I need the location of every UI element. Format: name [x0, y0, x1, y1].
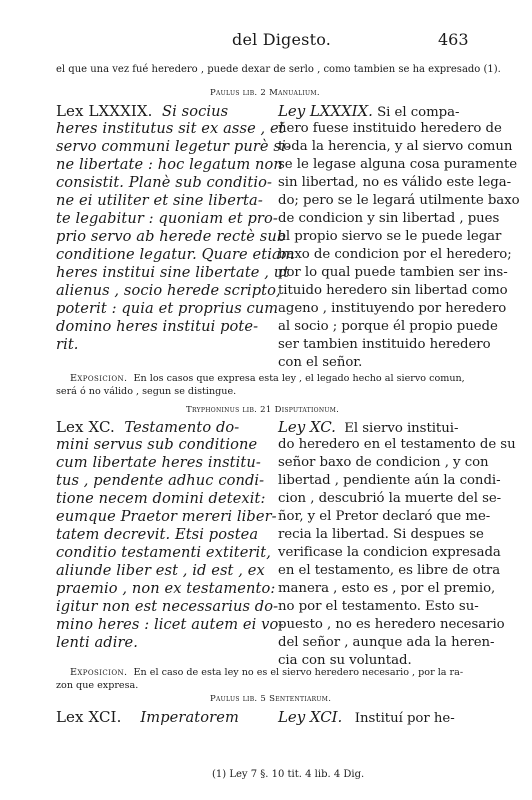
spanish-line: libertad , pendiente aún la condi- — [278, 473, 501, 488]
latin-line: heres institui sine libertate , ut — [56, 264, 290, 281]
latin-line: servo communi legetur purè si- — [56, 138, 291, 155]
exposition-line: En los casos que expresa esta ley , el legado hecho al siervo comun, — [133, 373, 465, 384]
latin-column — [56, 418, 284, 652]
latin-line: igitur non est necessarius do- — [56, 598, 279, 615]
spanish-column — [278, 418, 516, 670]
latin-line: tatem decrevit. Etsi postea — [56, 526, 259, 543]
spanish-line: do heredero en el testamento de su — [278, 437, 516, 452]
source-citation: Tryphoninus lib. 21 Disputationum. — [186, 405, 340, 415]
latin-line: conditione legatur. Quare etiam — [56, 246, 295, 263]
spanish-column — [278, 708, 474, 726]
spanish-line: recia la libertad. Si despues se — [278, 527, 484, 542]
latin-line: conditio testamenti extiterit, — [56, 544, 271, 561]
latin-line: praemio , non ex testamento: — [56, 580, 276, 597]
spanish-line: manera , esto es , por el premio, — [278, 581, 496, 596]
latin-line: ne ei utiliter et sine liberta- — [56, 192, 263, 209]
spanish-line: con el señor. — [278, 355, 363, 370]
law-label-spanish: Ley XC. — [278, 418, 336, 436]
spanish-line: Instituí por he- — [354, 711, 455, 726]
spanish-line: sin libertad, no es válido este lega- — [278, 175, 512, 190]
spanish-line: verificase la condicion expresada — [278, 545, 501, 560]
law-label-spanish: Ley XCI. — [278, 708, 343, 726]
latin-line: te legabitur : quoniam et pro- — [56, 210, 278, 227]
spanish-line: en el testamento, es libre de otra — [278, 563, 501, 578]
latin-line: cum libertate heres institu- — [56, 454, 261, 471]
spanish-column — [278, 102, 520, 372]
latin-line: Si socius — [162, 103, 229, 120]
latin-line: lenti adire. — [56, 634, 139, 651]
spanish-line: cia con su voluntad. — [278, 653, 412, 668]
source-citation: Paulus lib. 5 Sententiarum. — [210, 694, 332, 704]
latin-line: mino heres : licet autem ei vo- — [56, 616, 284, 633]
exposition-paragraph — [70, 373, 465, 384]
spanish-line: por lo qual puede tambien ser ins- — [278, 265, 508, 280]
spanish-line: señor baxo de condicion , y con — [278, 455, 489, 470]
spanish-line: no por el testamento. Esto su- — [278, 599, 479, 614]
latin-line: domino heres institui pote- — [56, 318, 259, 335]
latin-line: rit. — [56, 336, 79, 353]
latin-line: aliunde liber est , id est , ex — [56, 562, 265, 579]
latin-line: eumque Praetor mereri liber- — [56, 508, 277, 525]
spanish-line: ñor, y el Pretor declaró que me- — [278, 509, 491, 524]
spanish-line: de condicion y sin libertad , pues — [278, 211, 500, 226]
law-label-latin: Lex XC. — [56, 418, 115, 436]
spanish-line: ageno , instituyendo por heredero — [278, 301, 507, 316]
latin-line: tione necem domini detexit: — [56, 490, 266, 507]
intro-line: el que una vez fué heredero , puede dexar de serlo , como tambien se ha expresado (1). — [56, 64, 501, 75]
latin-line: ne libertate : hoc legatum non — [56, 156, 283, 173]
spanish-line: del señor , aunque ada la heren- — [278, 635, 495, 650]
latin-line: alienus , socio herede scripto, — [56, 282, 281, 299]
latin-line: heres institutus sit ex asse , et — [56, 120, 285, 137]
source-citation: Paulus lib. 2 Manualium. — [210, 88, 320, 98]
spanish-line: El siervo institui- — [344, 421, 459, 436]
spanish-line: al propio siervo se le puede legar — [278, 229, 502, 244]
latin-line: Testamento do- — [124, 419, 240, 436]
footnote: (1) Ley 7 §. 10 tit. 4 lib. 4 Dig. — [212, 769, 365, 780]
law-label-spanish: Ley LXXXIX. — [278, 102, 373, 120]
latin-line: prio servo ab herede rectè sub — [56, 228, 287, 245]
law-label-latin: Lex LXXXIX. — [56, 102, 153, 120]
spanish-line: cion , descubrió la muerte del se- — [278, 491, 502, 506]
exposition-paragraph — [70, 667, 463, 678]
exposition-line: será ó no válido , segun se distingue. — [56, 386, 237, 397]
spanish-line: ser tambien instituido heredero — [278, 337, 491, 352]
spanish-line: se le legase alguna cosa puramente — [278, 157, 518, 172]
spanish-line: tituido heredero sin libertad como — [278, 283, 508, 298]
spanish-line: baxo de condicion por el heredero; — [278, 247, 512, 262]
exposition-line: En el caso de esta ley no es el siervo heredero necesario , por la ra- — [133, 667, 464, 678]
latin-line: consistit. Planè sub conditio- — [56, 174, 273, 191]
spanish-line: puesto , no es heredero necesario — [278, 617, 505, 632]
spanish-line: al socio ; porque él propio puede — [278, 319, 498, 334]
law-label-latin: Lex XCI. — [56, 708, 122, 726]
latin-line: poterit : quia et proprius cum — [56, 300, 279, 317]
latin-column — [56, 708, 270, 726]
latin-column — [56, 102, 295, 354]
page-number: 463 — [438, 30, 469, 49]
spanish-line: do; pero se le legará utilmente baxo — [278, 193, 520, 208]
exposition-keyword: Exposicion. — [70, 373, 128, 384]
latin-line: mini servus sub conditione — [56, 436, 258, 453]
spanish-line: ñero fuese instituido heredero de — [278, 121, 502, 136]
latin-line: tus , pendente adhuc condi- — [56, 472, 265, 489]
exposition-keyword: Exposicion. — [70, 667, 128, 678]
spanish-line: toda la herencia, y al siervo comun — [278, 139, 513, 154]
spanish-line: Si el compa- — [377, 105, 460, 120]
latin-line: Imperatorem — [140, 709, 239, 726]
exposition-line: zon que expresa. — [56, 680, 139, 691]
running-header-title: del Digesto. — [232, 30, 332, 49]
